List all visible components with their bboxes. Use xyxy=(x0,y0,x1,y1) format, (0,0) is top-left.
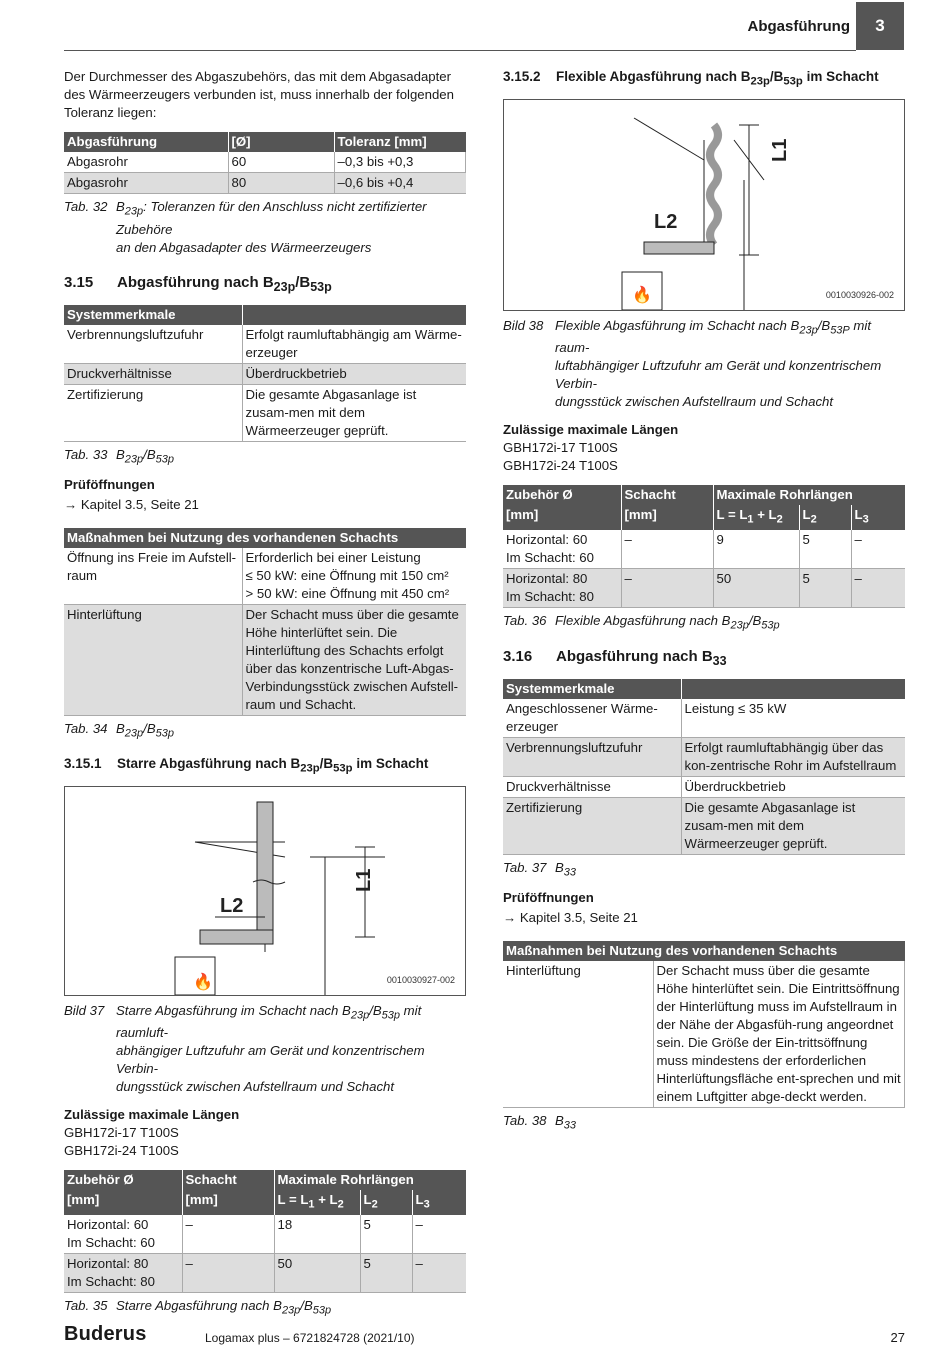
model-name: GBH172i-24 T100S xyxy=(503,458,618,474)
table-cell: Leistung ≤ 35 kW xyxy=(681,699,905,738)
table-caption: Tab. 36 Flexible Abgasführung nach $B_{23p}/B_{53p}$ xyxy=(503,612,780,632)
table-row xyxy=(64,1215,466,1254)
table-cell: – xyxy=(412,1253,466,1292)
table-header-cell: Abgasführung xyxy=(64,132,228,152)
footer-document-id: Logamax plus – 6721824728 (2021/10) xyxy=(205,1331,415,1345)
table-cell: 80 xyxy=(228,173,334,194)
table-cell: Der Schacht muss über die gesamte Höhe hinterlüftet sein. Die Hinterlüftung des Schachts erfolgt über das konzentrische Luft-Abgas-Verbindungsstück zwischen Aufstell-raum und Schacht. xyxy=(242,605,466,716)
table-caption: Tab. 38 $B_{33}$ xyxy=(503,1113,577,1132)
table-header-cell: [mm] xyxy=(621,505,713,530)
page-section-title: Abgasführung xyxy=(747,18,850,35)
table-header-cell: $L = L_1 + L_2$ xyxy=(274,1190,360,1215)
table-cell: 60 xyxy=(228,152,334,173)
table-cell: – xyxy=(182,1215,274,1254)
figure-code: 0010030927-002 xyxy=(386,974,455,985)
table-header-cell: $L_3$ xyxy=(412,1190,466,1215)
section-heading-3-15-2: 3.15.2 Flexible Abgasführung nach $B_{23p}/B_{53p}$ im Schacht xyxy=(503,69,879,88)
figure-37-diagram xyxy=(64,786,466,996)
table-row xyxy=(64,384,466,441)
table-cell: Öffnung ins Freie im Aufstell-raum xyxy=(64,548,242,605)
table-cell: – xyxy=(621,568,713,607)
table-row xyxy=(64,173,466,194)
model-name: GBH172i-17 T100S xyxy=(503,440,618,456)
table-cell: Zertifizierung xyxy=(64,384,242,441)
section-heading-3-16: 3.16 Abgasführung nach $B_{33}$ xyxy=(503,647,727,668)
table-cell: Horizontal: 80 Im Schacht: 80 xyxy=(64,1253,182,1292)
table-caption: Tab. 35 Starre Abgasführung nach $B_{23p}/B_{53p}$ xyxy=(64,1297,332,1317)
label-l2: L2 xyxy=(654,210,678,233)
chapter-reference-link[interactable]: → Kapitel 3.5, Seite 21 xyxy=(503,910,638,926)
table-header-cell: $L_2$ xyxy=(360,1190,412,1215)
table-cell: Die gesamte Abgasanlage ist zusam-men mit dem Wärmeerzeuger geprüft. xyxy=(242,384,466,441)
table-cell: 50 xyxy=(713,568,799,607)
header-rule xyxy=(64,50,856,51)
table-cell: 5 xyxy=(360,1253,412,1292)
intro-paragraph: Der Durchmesser des Abgaszubehörs, das mit dem Abgasadapter des Wärmeerzeugers verbunden ist, muss innerhalb der folgenden Toleranz liegen: xyxy=(64,69,454,120)
table-cell: Die gesamte Abgasanlage ist zusam-men mit dem Wärmeerzeuger geprüft. xyxy=(681,797,905,854)
table-header-cell xyxy=(681,679,905,699)
table-cell: Hinterlüftung xyxy=(503,961,653,1108)
table-row xyxy=(64,325,466,364)
chapter-number: 3 xyxy=(856,2,904,50)
table-cell: Angeschlossener Wärme-erzeuger xyxy=(503,699,681,738)
table-caption: Tab. 32 $B_{23p}$: Toleranzen für den Anschluss nicht zertifizierter Zubehöre an den Abgasadapter des Wärmeerzeugers xyxy=(64,199,427,255)
chapter-reference-link[interactable]: → Kapitel 3.5, Seite 21 xyxy=(64,497,199,513)
table-cell: Verbrennungsluftzufuhr xyxy=(64,325,242,364)
label-l1: L1 xyxy=(769,138,791,162)
figure-38-diagram xyxy=(503,99,905,311)
table-cell: Erfolgt raumluftabhängig über das kon-zentrische Rohr im Aufstellraum xyxy=(681,737,905,776)
table-cell: Hinterlüftung xyxy=(64,605,242,716)
table-cell: 50 xyxy=(274,1253,360,1292)
label-l1: L1 xyxy=(353,868,375,892)
left-column xyxy=(64,68,466,1320)
table-cell: Überdruckbetrieb xyxy=(681,776,905,797)
table-cell: – xyxy=(182,1253,274,1292)
table-cell: Der Schacht muss über die gesamte Höhe hinterlüftet sein. Die Eintrittsöffnung der Hinterlüftung muss im Aufstellraum in der Nähe der Abgasfüh-rung angeordnet sein. Die Größe der Ein-trittsöffnung muss mindestens der erforderlichen Hinterlüftungsfläche ent-sprechen und mit einem Luftgitter abge-deckt werden. xyxy=(653,961,905,1108)
table-header-cell: [mm] xyxy=(503,505,621,530)
section-heading-3-15-1: 3.15.1 Starre Abgasführung nach $B_{23p}/B_{53p}$ im Schacht xyxy=(64,755,429,775)
model-name: GBH172i-17 T100S xyxy=(64,1125,179,1141)
table-cell: – xyxy=(621,530,713,569)
table-36 xyxy=(503,485,905,634)
figure-caption: Bild 37 Starre Abgasführung im Schacht nach $B_{23p}/B_{53p}$ mit raumluft- abhängiger Luftzufuhr am Gerät und konzentrischem Verbin- dungsstück zwischen Aufstellraum und Schacht xyxy=(64,1002,425,1095)
right-column xyxy=(503,68,905,1135)
table-header-cell xyxy=(242,305,466,325)
buderus-logo: Buderus xyxy=(64,1323,147,1345)
table-header-cell: [mm] xyxy=(64,1190,182,1215)
table-header-cell: Toleranz [mm] xyxy=(334,132,466,152)
table-header-cell: [Ø] xyxy=(228,132,334,152)
table-33 xyxy=(64,305,466,469)
table-cell: 5 xyxy=(799,568,851,607)
table-37 xyxy=(503,679,905,882)
table-cell: Horizontal: 60 Im Schacht: 60 xyxy=(64,1215,182,1254)
table-cell: Druckverhältnisse xyxy=(503,776,681,797)
table-caption: Tab. 33 $B_{23p}/B_{53p}$ xyxy=(64,446,174,466)
table-row xyxy=(503,776,905,797)
table-row xyxy=(503,737,905,776)
flexible-flue-illustration xyxy=(504,100,904,310)
pruefoeffnungen-heading: Prüföffnungen xyxy=(503,890,594,906)
table-row xyxy=(64,548,466,605)
table-cell: 5 xyxy=(360,1215,412,1254)
table-row xyxy=(503,699,905,738)
lengths-heading: Zulässige maximale Längen xyxy=(64,1107,240,1123)
pruefoeffnungen-heading: Prüföffnungen xyxy=(64,477,155,493)
model-name: GBH172i-24 T100S xyxy=(64,1143,179,1159)
table-cell: Abgasrohr xyxy=(64,152,228,173)
table-cell: 9 xyxy=(713,530,799,569)
table-header-cell: $L_3$ xyxy=(851,505,905,530)
label-l2: L2 xyxy=(220,894,244,917)
table-header-cell: Systemmerkmale xyxy=(64,305,242,325)
table-cell: –0,3 bis +0,3 xyxy=(334,152,466,173)
table-cell: Erfolgt raumluftabhängig am Wärme-erzeuger xyxy=(242,325,466,364)
table-38 xyxy=(503,941,905,1135)
table-cell: Horizontal: 80 Im Schacht: 80 xyxy=(503,568,621,607)
table-cell: – xyxy=(851,568,905,607)
table-34 xyxy=(64,528,466,743)
table-cell: 5 xyxy=(799,530,851,569)
table-35 xyxy=(64,1170,466,1319)
table-cell: Horizontal: 60 Im Schacht: 60 xyxy=(503,530,621,569)
table-header-cell: Maßnahmen bei Nutzung des vorhandenen Schachts xyxy=(64,528,466,548)
table-header-cell: Zubehör Ø xyxy=(503,485,621,505)
table-cell: Druckverhältnisse xyxy=(64,363,242,384)
table-32 xyxy=(64,132,466,257)
table-header-cell: Schacht xyxy=(621,485,713,505)
rigid-flue-illustration xyxy=(65,787,465,995)
table-header-cell: Maßnahmen bei Nutzung des vorhandenen Schachts xyxy=(503,941,905,961)
lengths-heading: Zulässige maximale Längen xyxy=(503,422,679,438)
table-row xyxy=(64,1253,466,1292)
table-caption: Tab. 37 $B_{33}$ xyxy=(503,859,577,879)
table-cell: Abgasrohr xyxy=(64,173,228,194)
flame-icon: 🔥 xyxy=(193,973,213,991)
table-cell: Zertifizierung xyxy=(503,797,681,854)
table-cell: Verbrennungsluftzufuhr xyxy=(503,737,681,776)
table-header-cell: $L_2$ xyxy=(799,505,851,530)
table-caption: Tab. 34 $B_{23p}/B_{53p}$ xyxy=(64,721,174,740)
table-row xyxy=(64,363,466,384)
table-cell: Überdruckbetrieb xyxy=(242,363,466,384)
figure-code: 0010030926-002 xyxy=(825,289,894,300)
table-cell: – xyxy=(851,530,905,569)
table-row xyxy=(64,152,466,173)
table-header-cell: $L = L_1 + L_2$ xyxy=(713,505,799,530)
table-cell: 18 xyxy=(274,1215,360,1254)
table-row xyxy=(503,530,905,569)
flame-icon: 🔥 xyxy=(632,286,652,304)
table-row xyxy=(503,961,905,1108)
section-heading-3-15: 3.15 Abgasführung nach $B_{23p}/B_{53p}$ xyxy=(64,273,332,294)
table-header-cell: Maximale Rohrlängen xyxy=(274,1170,466,1190)
table-header-cell: Schacht xyxy=(182,1170,274,1190)
table-row xyxy=(503,568,905,607)
table-header-cell: Maximale Rohrlängen xyxy=(713,485,905,505)
table-cell: Erforderlich bei einer Leistung ≤ 50 kW: eine Öffnung mit 150 cm² > 50 kW: eine Öffnung mit 450 cm² xyxy=(242,548,466,605)
table-header-cell: [mm] xyxy=(182,1190,274,1215)
table-row xyxy=(503,797,905,854)
figure-caption: Bild 38 Flexible Abgasführung im Schacht nach $B_{23p}/B_{53P}$ mit raum- luftabhängiger Luftzufuhr am Gerät und konzentrischem Verbin- dungsstück zwischen Aufstellraum und Schacht xyxy=(503,317,882,410)
table-header-cell: Zubehör Ø xyxy=(64,1170,182,1190)
table-cell: – xyxy=(412,1215,466,1254)
table-header-cell: Systemmerkmale xyxy=(503,679,681,699)
page-number: 27 xyxy=(890,1330,905,1345)
table-cell: –0,6 bis +0,4 xyxy=(334,173,466,194)
table-row xyxy=(64,605,466,716)
